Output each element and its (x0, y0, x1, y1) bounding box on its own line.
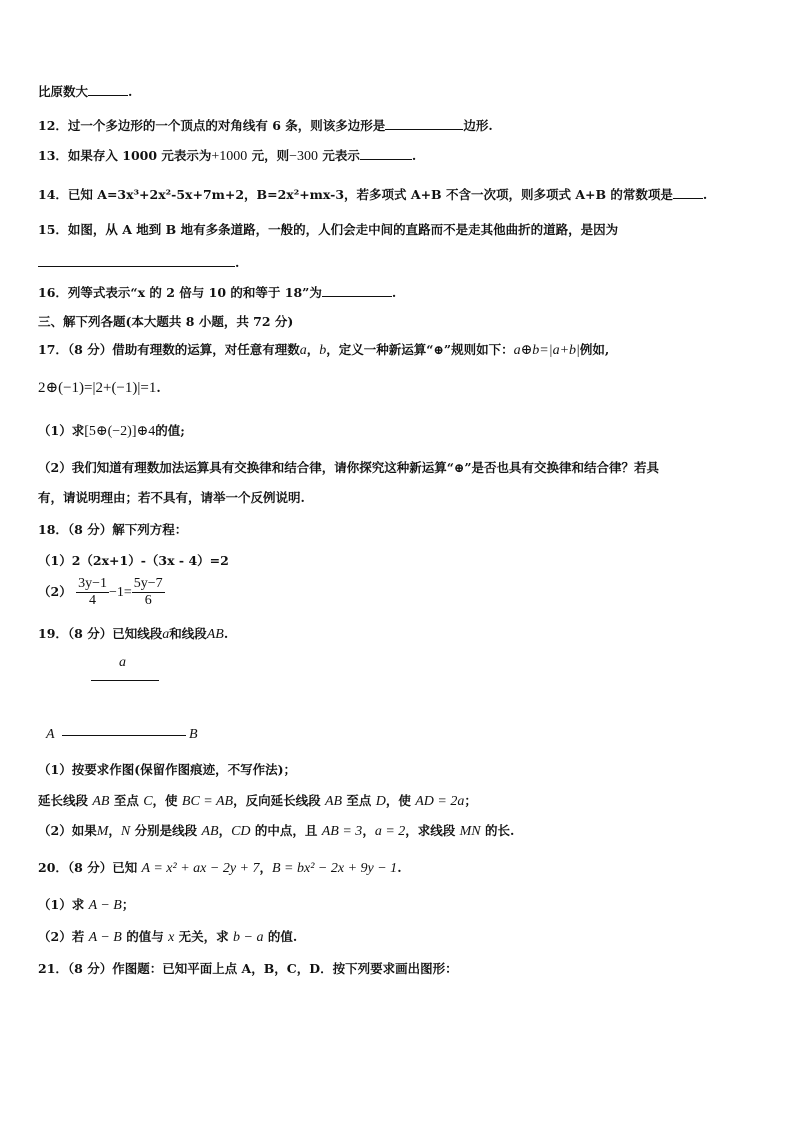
fraction-right: $\frac{5y-7}{6}$ (133, 576, 163, 608)
question-19-part-2: （2）如果M，N 分别是线段 AB，CD 的中点，且 AB = 3，a = 2，求线段 MN 的长. (38, 823, 515, 839)
question-17-part-1: （1）求[5⊕(−2)]⊕4的值; (38, 423, 185, 439)
answer-blank[interactable] (385, 117, 463, 130)
question-18: 18．（8 分）解下列方程： (38, 522, 188, 537)
segment-a (91, 680, 159, 681)
answer-blank[interactable] (673, 186, 703, 199)
question-21: 21．（8 分）作图题：已知平面上点 A，B，C，D．按下列要求画出图形： (38, 961, 458, 976)
question-19: 19．（8 分）已知线段a和线段AB. (38, 626, 229, 642)
question-20: 20．（8 分）已知 A = x² + ax − 2y + 7，B = bx² − 2x + 9y − 1. (38, 860, 402, 876)
question-19-part-1: （1）按要求作图(保留作图痕迹，不写作法)； (38, 762, 297, 777)
question-12: 12．过一个多边形的一个顶点的对角线有 6 条，则该多边形是 边形. (38, 118, 493, 133)
question-17-part-2: （2）我们知道有理数加法运算具有交换律和结合律，请你探究这种新运算“⊕”是否也具有交换律和结合律？若具 (38, 460, 660, 475)
question-17-example: 2⊕(−1)=|2+(−1)|=1. (38, 380, 161, 396)
segment-a-label: a (119, 655, 126, 670)
segment-AB (62, 735, 186, 736)
question-19-part-1-detail: 延长线段 AB 至点 C，使 BC = AB，反向延长线段 AB 至点 D，使 AD = 2a； (38, 793, 477, 809)
line-continuation: 比原数大 . (38, 84, 133, 99)
answer-blank[interactable] (38, 254, 235, 267)
question-16: 16．列等式表示“x 的 2 倍与 10 的和等于 18”为 . (38, 285, 397, 300)
question-17: 17．（8 分）借助有理数的运算，对任意有理数a，b，定义一种新运算“⊕”规则如下：a⊕b=|a+b|例如, (38, 342, 610, 358)
question-14: 14．已知 A=3x³+2x²-5x+7m+2，B=2x²+mx-3，若多项式 A+B 不含一次项，则多项式 A+B 的常数项是 . (38, 187, 708, 202)
question-20-part-1: （1）求 A − B； (38, 897, 135, 913)
segment-point-B-label: B (189, 727, 198, 742)
answer-blank[interactable] (360, 147, 412, 160)
answer-blank[interactable] (322, 284, 392, 297)
section-3-heading: 三、解下列各题(本大题共 8 小题，共 72 分) (38, 314, 294, 329)
question-15: 15．如图，从 A 地到 B 地有多条道路，一般的，人们会走中间的直路而不是走其他曲折的道路，是因为 (38, 222, 619, 237)
question-18-part-1: （1）2（2x+1）-（3x - 4）=2 (38, 553, 229, 568)
question-18-part-2: （2） $\frac{3y-1}{4}$ −1= $\frac{5y-7}{6}$ (38, 576, 163, 608)
answer-blank[interactable] (88, 83, 128, 96)
question-20-part-2: （2）若 A − B 的值与 x 无关，求 b − a 的值. (38, 929, 298, 945)
fraction-left: $\frac{3y-1}{4}$ (78, 576, 107, 608)
question-15-answer: . (38, 254, 239, 270)
question-17-part-2-cont: 有，请说明理由；若不具有，请举一个反例说明. (38, 490, 305, 505)
segment-point-A-label: A (46, 727, 55, 742)
question-13: 13．如果存入 1000 元表示为+1000 元，则−300 元表示 . (38, 148, 417, 164)
